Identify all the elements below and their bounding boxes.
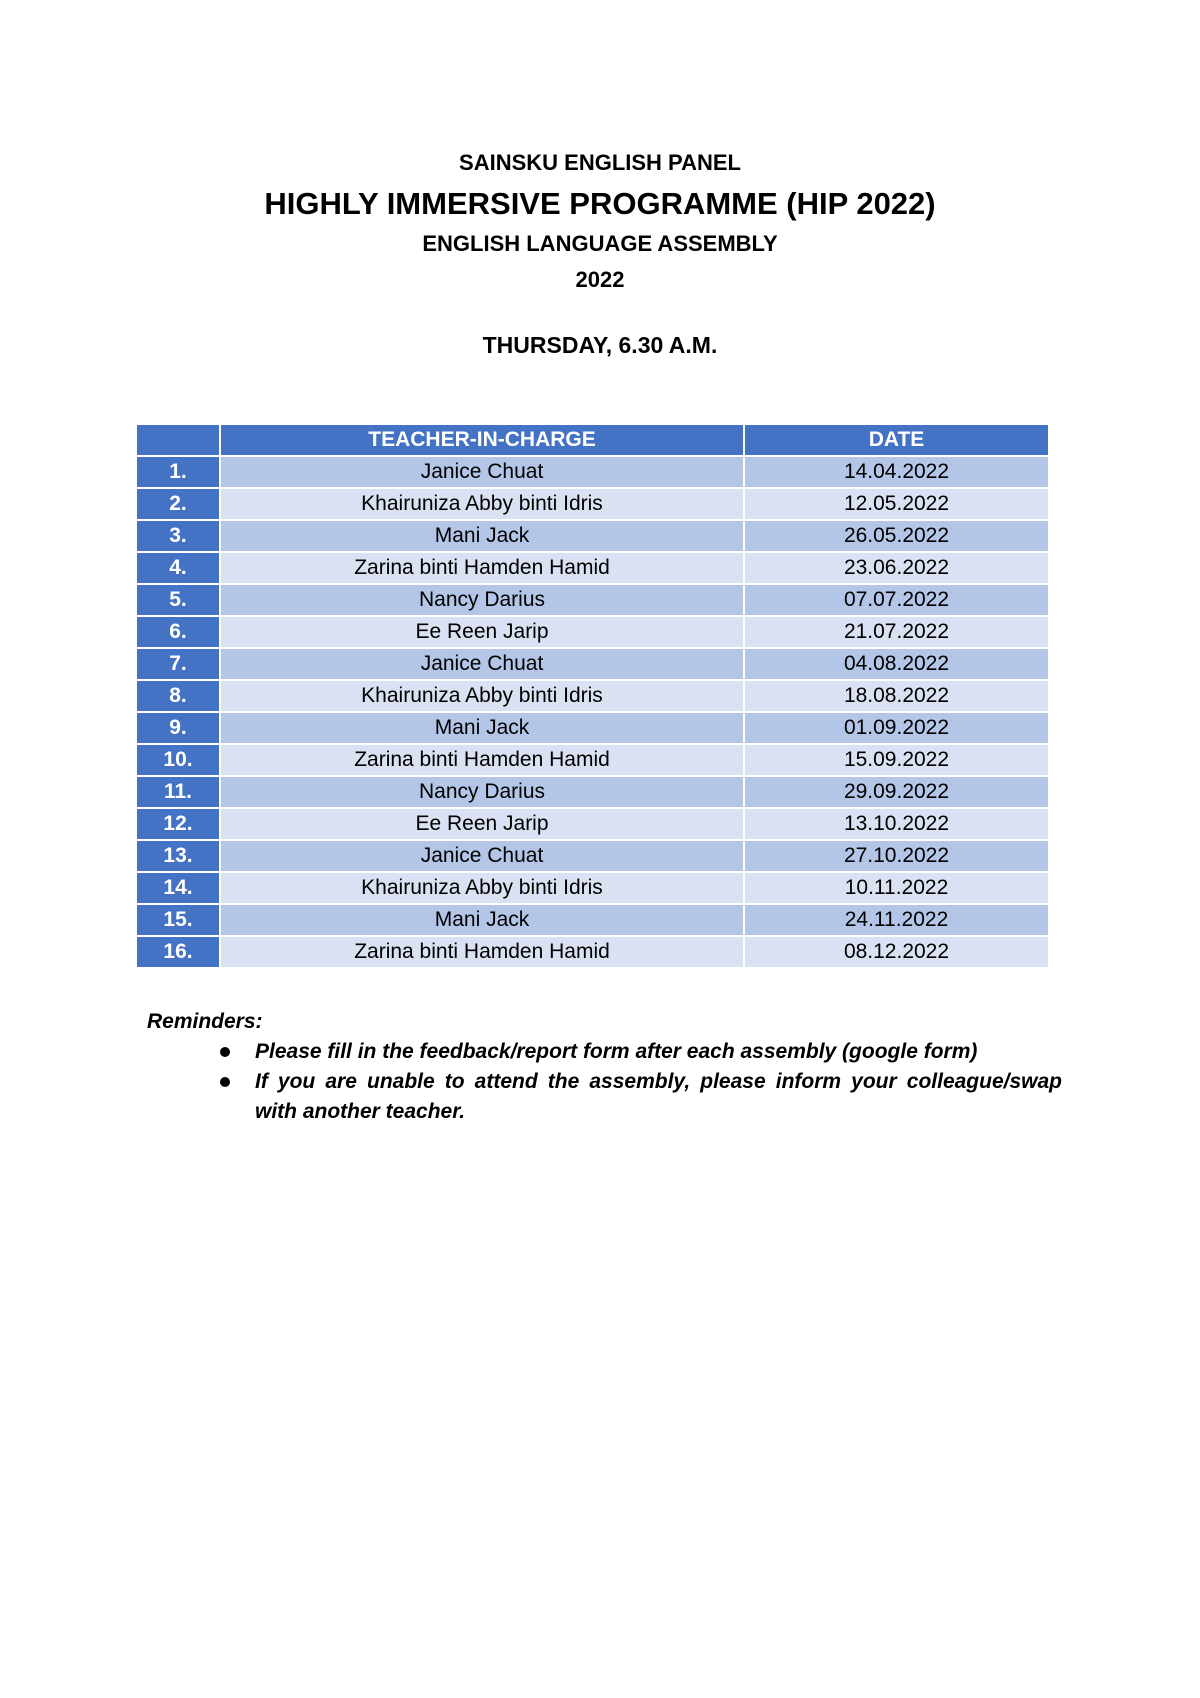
teacher-name: Zarina binti Hamden Hamid: [220, 936, 744, 968]
table-row: [136, 456, 1049, 488]
document-year: 2022: [575, 267, 625, 292]
row-number: 8.: [136, 680, 220, 712]
teacher-name: Mani Jack: [220, 712, 744, 744]
teacher-name: Khairuniza Abby binti Idris: [220, 872, 744, 904]
row-number: 15.: [136, 904, 220, 936]
teacher-name: Nancy Darius: [220, 584, 744, 616]
assembly-date: 15.09.2022: [744, 744, 1049, 776]
table-row: [136, 872, 1049, 904]
row-number: 10.: [136, 744, 220, 776]
reminders-label: Reminders:: [147, 1010, 263, 1033]
teacher-name: Nancy Darius: [220, 776, 744, 808]
row-number: 3.: [136, 520, 220, 552]
assembly-date: 21.07.2022: [744, 616, 1049, 648]
row-number: 13.: [136, 840, 220, 872]
row-number: 11.: [136, 776, 220, 808]
table-row: [136, 680, 1049, 712]
table-row: [136, 712, 1049, 744]
table-row: [136, 552, 1049, 584]
teacher-name: Janice Chuat: [220, 456, 744, 488]
teacher-name: Janice Chuat: [220, 840, 744, 872]
row-number: 5.: [136, 584, 220, 616]
teacher-name: Zarina binti Hamden Hamid: [220, 744, 744, 776]
row-number: 1.: [136, 456, 220, 488]
row-number: 6.: [136, 616, 220, 648]
reminders-list: [147, 1037, 1062, 1127]
assembly-date: 23.06.2022: [744, 552, 1049, 584]
assembly-date: 13.10.2022: [744, 808, 1049, 840]
row-number: 14.: [136, 872, 220, 904]
table-row: [136, 520, 1049, 552]
assembly-date: 01.09.2022: [744, 712, 1049, 744]
assembly-date: 26.05.2022: [744, 520, 1049, 552]
row-number: 7.: [136, 648, 220, 680]
reminder-text: If you are unable to attend the assembly, please inform your colleague/swap with another teacher.: [255, 1070, 1062, 1123]
row-number: 9.: [136, 712, 220, 744]
row-number: 12.: [136, 808, 220, 840]
teacher-name: Janice Chuat: [220, 648, 744, 680]
reminder-item: [147, 1067, 1062, 1127]
table-row: [136, 840, 1049, 872]
teacher-name: Ee Reen Jarip: [220, 616, 744, 648]
table-row: [136, 616, 1049, 648]
row-number: 2.: [136, 488, 220, 520]
table-header-row: [136, 424, 1049, 456]
document-subtitle: ENGLISH LANGUAGE ASSEMBLY: [422, 231, 778, 256]
assembly-date: 04.08.2022: [744, 648, 1049, 680]
reminder-item: [147, 1037, 1062, 1067]
teacher-name: Khairuniza Abby binti Idris: [220, 680, 744, 712]
panel-name: SAINSKU ENGLISH PANEL: [459, 150, 741, 175]
column-header-teacher: TEACHER-IN-CHARGE: [220, 424, 744, 456]
assembly-date: 10.11.2022: [744, 872, 1049, 904]
assembly-date: 07.07.2022: [744, 584, 1049, 616]
table-row: [136, 936, 1049, 968]
column-header-date: DATE: [744, 424, 1049, 456]
bullet-icon: [220, 1077, 230, 1087]
table-row: [136, 648, 1049, 680]
teacher-name: Ee Reen Jarip: [220, 808, 744, 840]
assembly-date: 14.04.2022: [744, 456, 1049, 488]
table-row: [136, 488, 1049, 520]
teacher-name: Mani Jack: [220, 520, 744, 552]
row-number: 4.: [136, 552, 220, 584]
table-row: [136, 584, 1049, 616]
table-row: [136, 776, 1049, 808]
row-number: 16.: [136, 936, 220, 968]
assembly-date: 24.11.2022: [744, 904, 1049, 936]
assembly-date: 27.10.2022: [744, 840, 1049, 872]
assembly-schedule-table: [135, 423, 1050, 969]
bullet-icon: [220, 1047, 230, 1057]
schedule-time: THURSDAY, 6.30 A.M.: [482, 332, 718, 358]
assembly-date: 18.08.2022: [744, 680, 1049, 712]
assembly-date: 29.09.2022: [744, 776, 1049, 808]
table-row: [136, 744, 1049, 776]
table-row: [136, 808, 1049, 840]
teacher-name: Mani Jack: [220, 904, 744, 936]
teacher-name: Zarina binti Hamden Hamid: [220, 552, 744, 584]
table-row: [136, 904, 1049, 936]
reminder-text: Please fill in the feedback/report form after each assembly (google form): [255, 1040, 978, 1063]
teacher-name: Khairuniza Abby binti Idris: [220, 488, 744, 520]
assembly-date: 12.05.2022: [744, 488, 1049, 520]
reminders-section: [147, 1007, 1062, 1127]
column-header-number: [136, 424, 220, 456]
assembly-date: 08.12.2022: [744, 936, 1049, 968]
document-title: HIGHLY IMMERSIVE PROGRAMME (HIP 2022): [264, 186, 936, 221]
